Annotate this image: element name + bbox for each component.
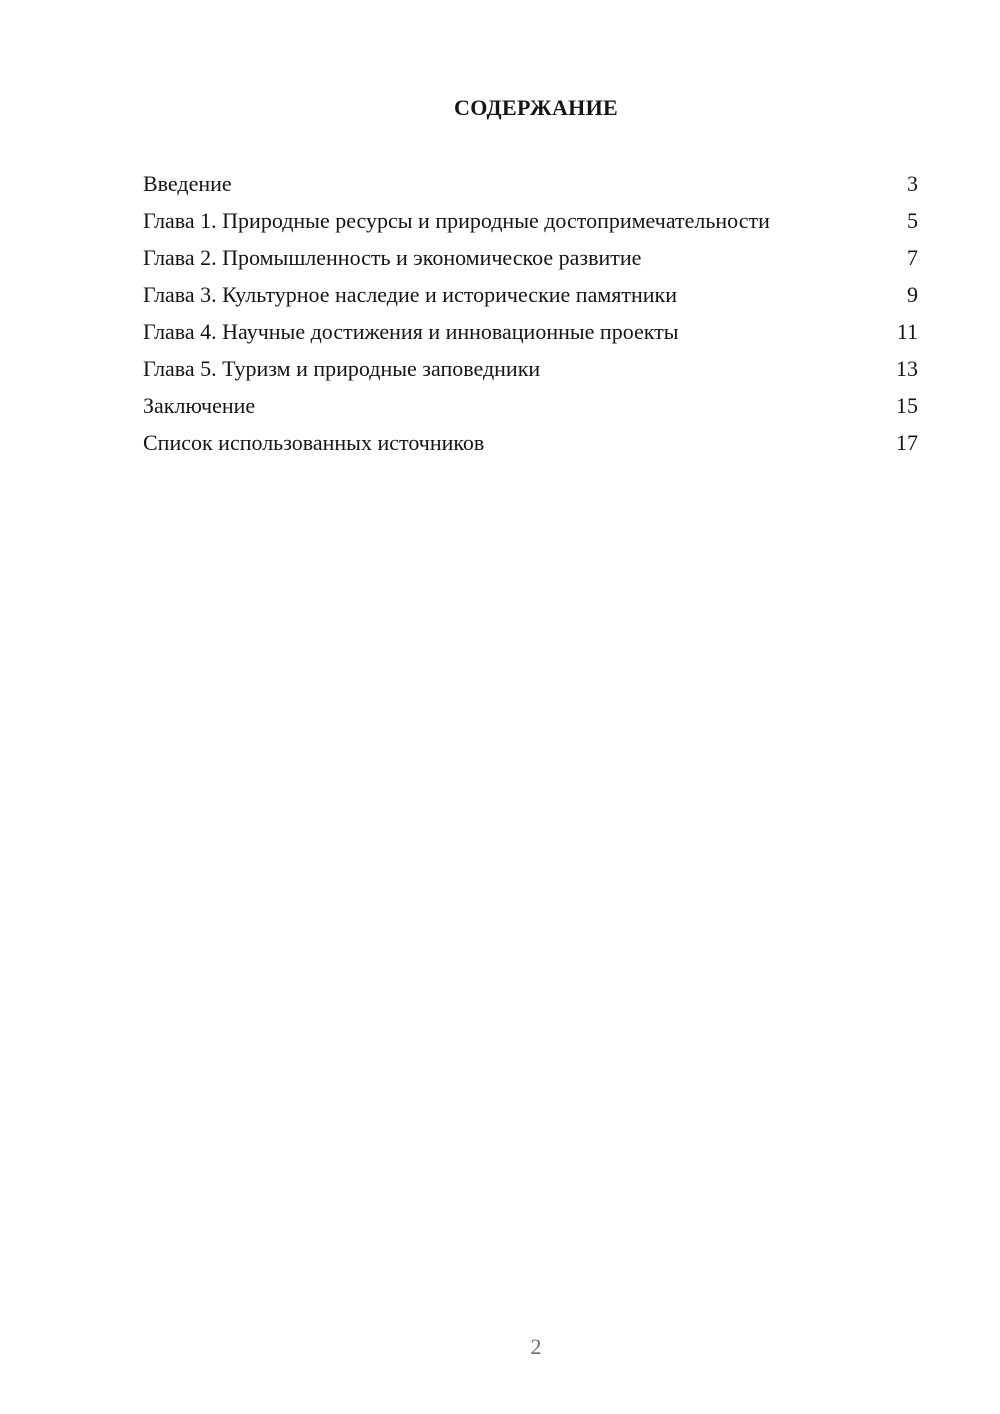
toc-entry-page: 5 — [907, 208, 918, 233]
toc-entry-references — [143, 429, 918, 456]
toc-entry-title: Глава 4. Научные достижения и инновационные проекты — [143, 319, 679, 344]
toc-entry-title: Заключение — [143, 393, 256, 418]
toc-entry-title: Глава 1. Природные ресурсы и природные достопримечательности — [143, 208, 770, 233]
toc-entry-page: 15 — [896, 393, 918, 418]
toc-entry-chapter-4 — [143, 318, 918, 345]
toc-entry-page: 9 — [907, 282, 918, 307]
toc-entry-chapter-5 — [143, 355, 918, 382]
toc-entry-title: Глава 3. Культурное наследие и исторические памятники — [143, 282, 677, 307]
toc-entry-title: Глава 2. Промышленность и экономическое развитие — [143, 245, 642, 270]
toc-entry-chapter-2 — [143, 244, 918, 271]
toc-entry-title: Введение — [143, 171, 232, 196]
toc-entry-page: 3 — [907, 171, 918, 196]
page-number: 2 — [530, 1334, 542, 1359]
toc-entry-introduction — [143, 170, 918, 197]
toc-entry-title: Список использованных источников — [143, 430, 485, 455]
toc-entry-chapter-1 — [143, 207, 918, 234]
toc-entry-page: 17 — [896, 430, 918, 455]
toc-entry-title: Глава 5. Туризм и природные заповедники — [143, 356, 541, 381]
page-title: СОДЕРЖАНИЕ — [454, 95, 618, 120]
toc-entry-page: 7 — [907, 245, 918, 270]
toc-entry-page: 13 — [896, 356, 918, 381]
table-of-contents — [143, 170, 918, 466]
toc-entry-conclusion — [143, 392, 918, 419]
toc-entry-page: 11 — [896, 319, 918, 344]
toc-entry-chapter-3 — [143, 281, 918, 308]
